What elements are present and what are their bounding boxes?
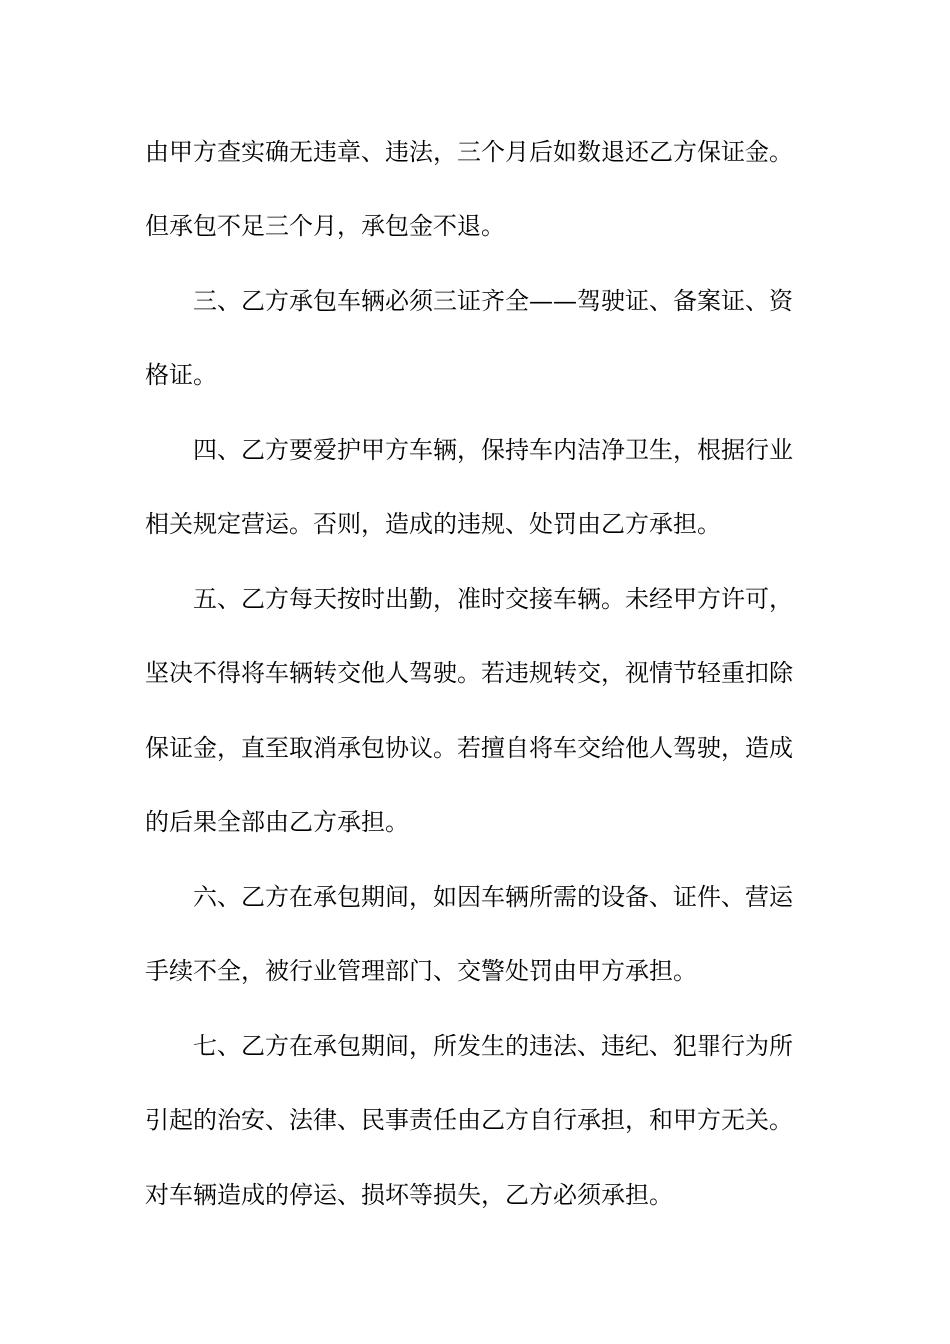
text-line: 手续不全，被行业管理部门、交警处罚由甲方承担。 <box>145 957 697 985</box>
text-line: 引起的治安、法律、民事责任由乙方自行承担，和甲方无关。 <box>145 1106 793 1134</box>
paragraph-7-line: 七、乙方在承包期间，所发生的违法、违纪、犯罪行为所 <box>193 1032 793 1060</box>
paragraph-6-line: 六、乙方在承包期间，如因车辆所需的设备、证件、营运 <box>193 883 793 911</box>
text-line: 但承包不足三个月，承包金不退。 <box>145 212 505 240</box>
text-line: 格证。 <box>145 361 217 389</box>
paragraph-5-line: 五、乙方每天按时出勤，准时交接车辆。未经甲方许可， <box>193 585 793 613</box>
text-line: 的后果全部由乙方承担。 <box>145 808 409 836</box>
text-line: 相关规定营运。否则，造成的违规、处罚由乙方承担。 <box>145 510 721 538</box>
text-line: 对车辆造成的停运、损坏等损失，乙方必须承担。 <box>145 1181 673 1209</box>
text-line: 由甲方查实确无违章、违法，三个月后如数退还乙方保证金。 <box>145 138 793 166</box>
text-line: 保证金，直至取消承包协议。若擅自将车交给他人驾驶，造成 <box>145 734 793 762</box>
paragraph-4-line: 四、乙方要爱护甲方车辆，保持车内洁净卫生，根据行业 <box>193 436 793 464</box>
paragraph-3-line: 三、乙方承包车辆必须三证齐全——驾驶证、备案证、资 <box>193 287 793 315</box>
text-line: 坚决不得将车辆转交他人驾驶。若违规转交，视情节轻重扣除 <box>145 659 793 687</box>
